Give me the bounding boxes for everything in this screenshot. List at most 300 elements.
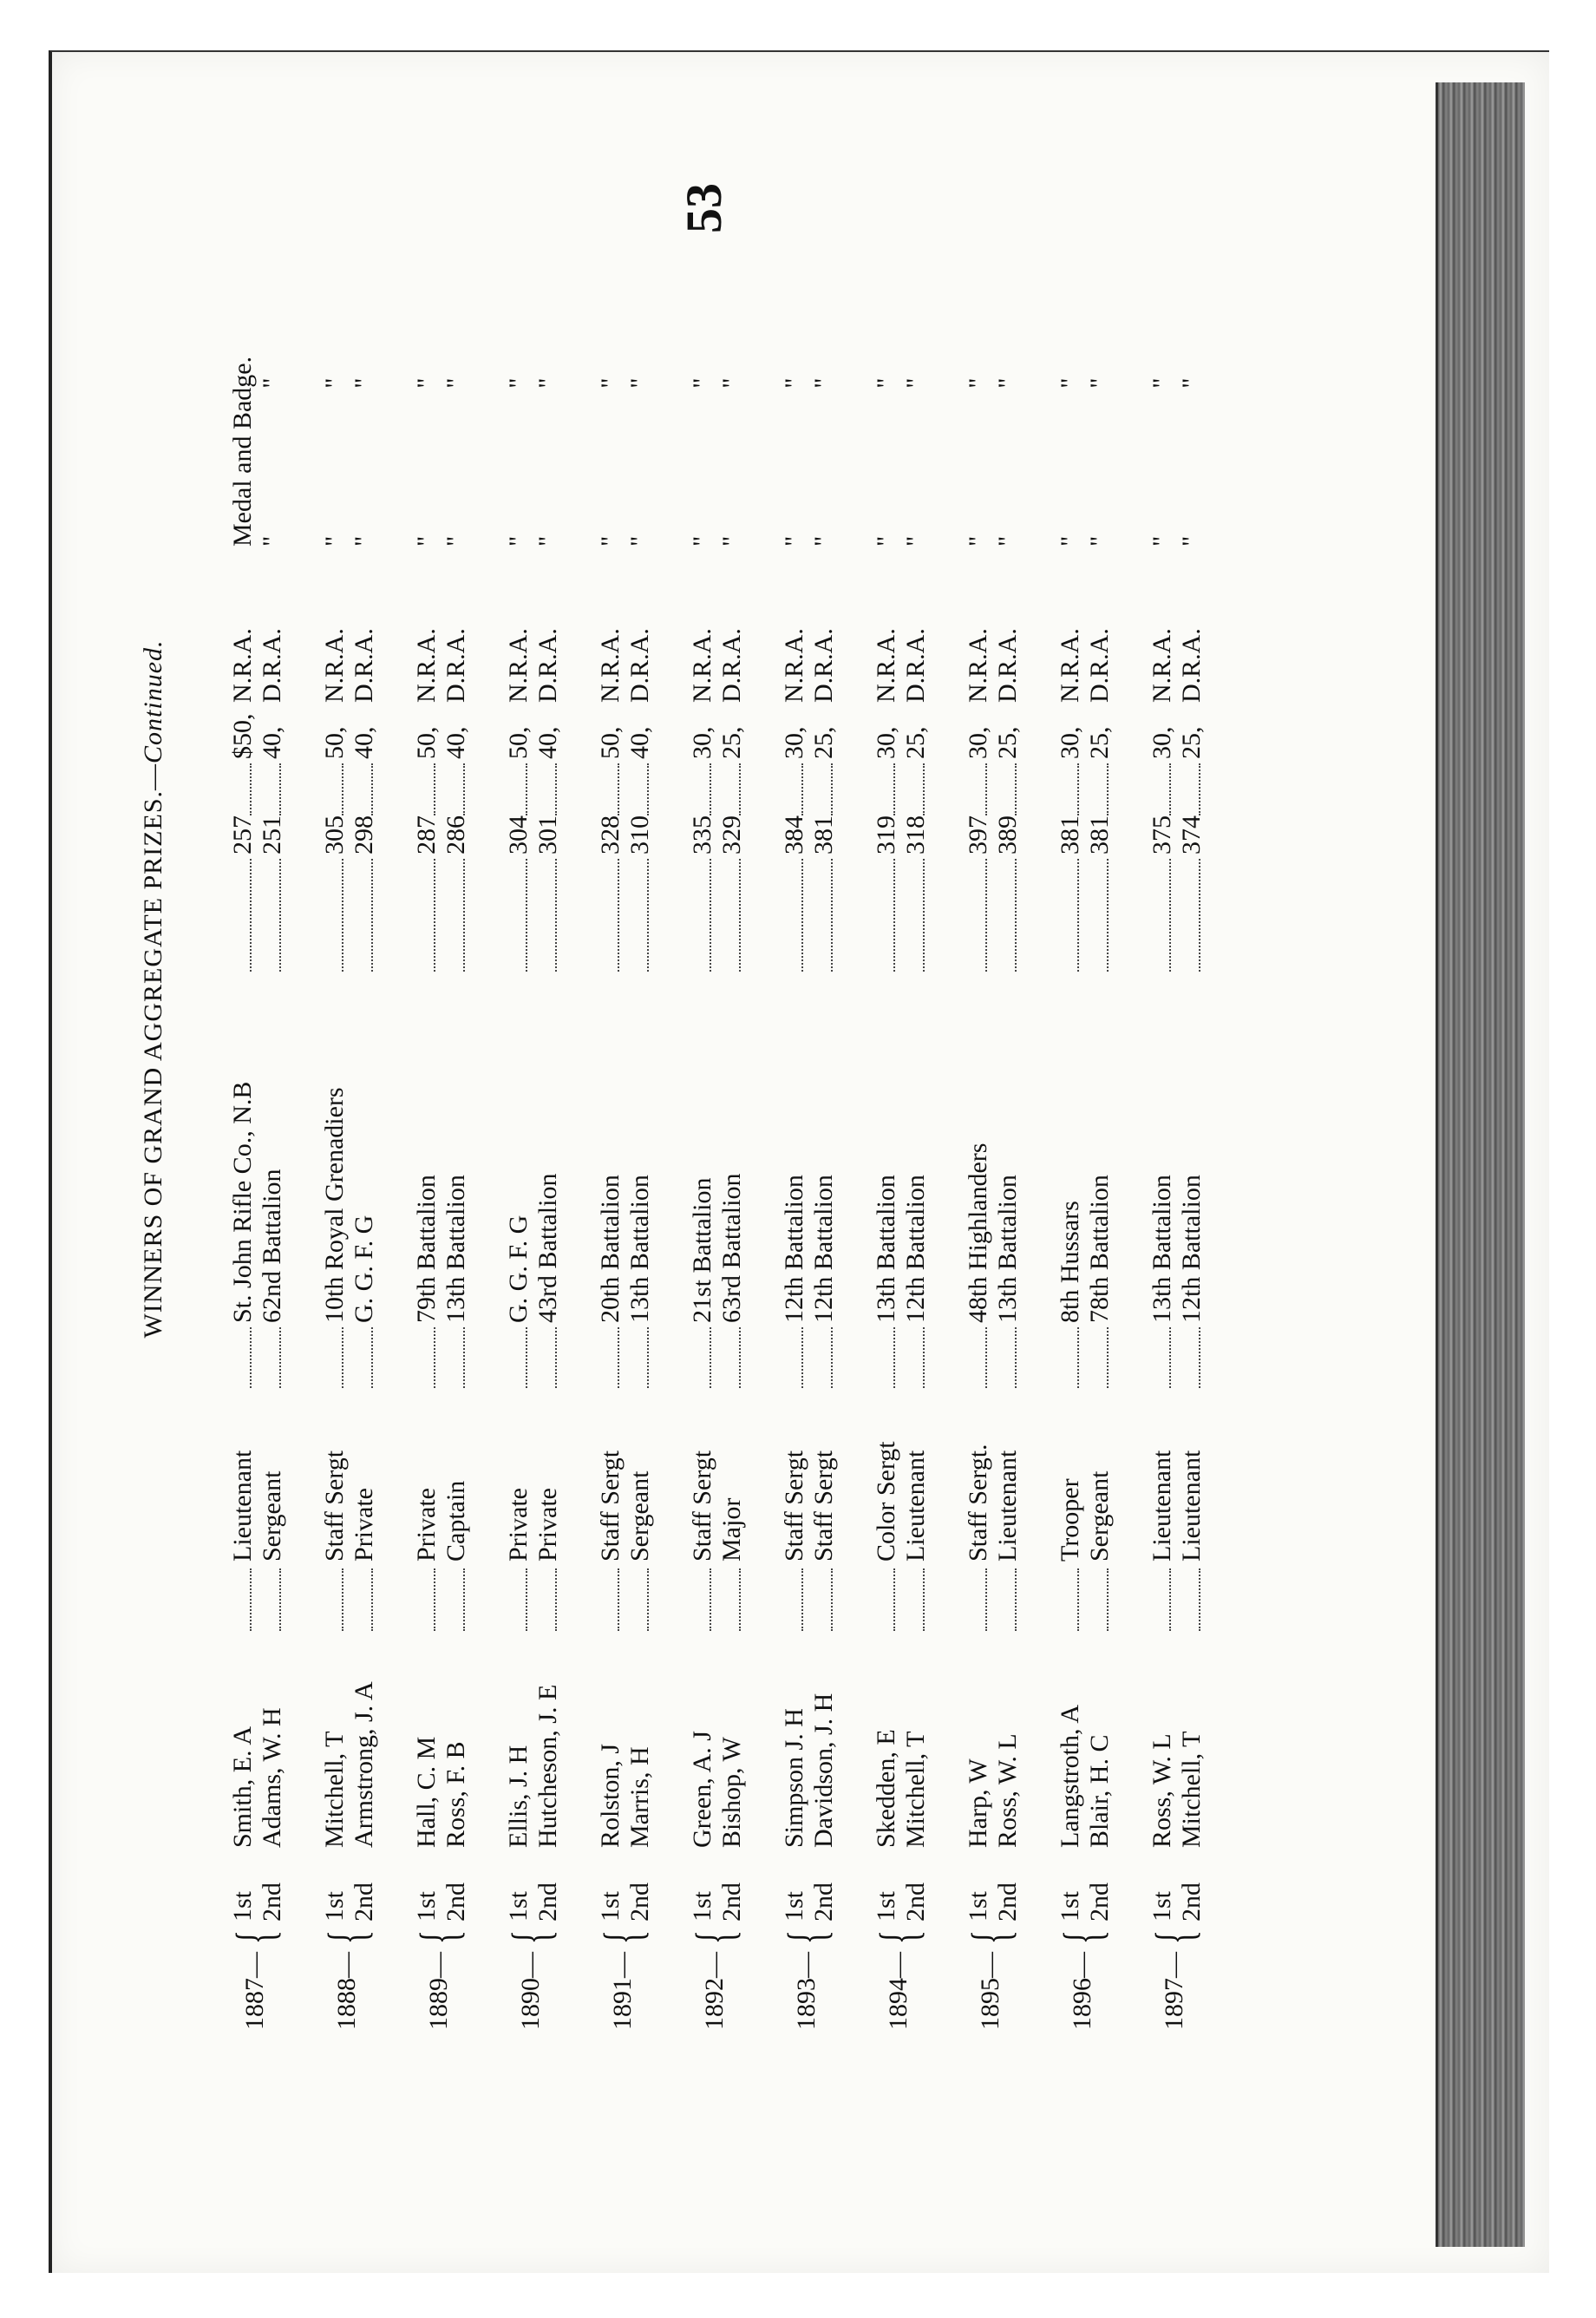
dot-leader xyxy=(893,1568,895,1631)
cell-unit: 43rd Battalion xyxy=(533,1173,562,1323)
dot-leader xyxy=(342,763,343,815)
dot-leader xyxy=(985,1327,987,1388)
dot-leader xyxy=(1199,1568,1200,1631)
cell-name: Ross, F. B xyxy=(442,1741,470,1848)
cell-assoc: D.R.A. xyxy=(258,628,286,703)
ditto-mark: " xyxy=(688,377,716,389)
ditto-marks xyxy=(991,378,1025,547)
dot-leader xyxy=(801,1327,803,1388)
dot-leader xyxy=(923,763,925,815)
dot-leader xyxy=(1107,1568,1109,1631)
cell-score: 329 xyxy=(717,815,746,855)
cell-rank: Trooper xyxy=(1056,1478,1084,1562)
ditto-mark: " xyxy=(717,377,746,389)
table-row xyxy=(715,17,749,2099)
dot-leader xyxy=(555,859,557,972)
ditto-mark: " xyxy=(1056,377,1084,389)
ditto-mark: " xyxy=(780,535,808,547)
cell-amount: 40, xyxy=(258,726,286,759)
cell-rank: Staff Sergt. xyxy=(964,1444,992,1562)
ditto-mark: " xyxy=(350,377,378,389)
table-row xyxy=(991,17,1025,2099)
cell-amount: 50, xyxy=(596,726,625,759)
dot-leader xyxy=(985,763,987,815)
brace-glyph: { xyxy=(502,1929,561,1945)
cell-score: 389 xyxy=(993,815,1022,855)
brace-glyph: { xyxy=(318,1929,377,1945)
cell-name: Mitchell, T xyxy=(1177,1731,1206,1848)
cell-unit: 10th Royal Grenadiers xyxy=(320,1087,349,1323)
ditto-mark: " xyxy=(780,377,808,389)
cell-unit: 78th Battalion xyxy=(1085,1175,1114,1323)
brace-glyph: { xyxy=(870,1929,929,1945)
table-row xyxy=(531,17,566,2099)
cell-rank: Staff Sergt xyxy=(688,1450,716,1562)
dot-leader xyxy=(1015,763,1017,815)
cell-place: 1st xyxy=(1148,1890,1176,1922)
cell-place: 1st xyxy=(872,1890,900,1922)
dot-leader xyxy=(1107,1327,1109,1388)
ditto-marks xyxy=(1083,378,1117,547)
year-group xyxy=(593,17,663,2099)
ditto-mark: " xyxy=(688,535,716,547)
cell-score: 384 xyxy=(780,815,808,855)
cell-score: 304 xyxy=(504,815,533,855)
cell-score: 335 xyxy=(688,815,716,855)
dot-leader xyxy=(1199,859,1200,972)
cell-name: Langstroth, A xyxy=(1056,1705,1084,1848)
dot-leader xyxy=(250,763,252,815)
cell-rank: Color Sergt xyxy=(872,1441,900,1562)
cell-amount: 50, xyxy=(504,726,533,759)
ditto-mark: " xyxy=(964,377,992,389)
cell-place: 1st xyxy=(228,1890,257,1922)
cell-place: 1st xyxy=(596,1890,625,1922)
cell-amount: 25, xyxy=(809,726,838,759)
dot-leader xyxy=(279,763,281,815)
cell-unit: 20th Battalion xyxy=(596,1175,625,1323)
dot-leader xyxy=(279,1327,281,1388)
dot-leader xyxy=(710,859,711,972)
cell-name: Smith, E. A xyxy=(228,1725,257,1848)
cell-rank: Lieutenant xyxy=(1148,1450,1176,1562)
brace-glyph: { xyxy=(410,1929,469,1945)
year-label: 1895— xyxy=(976,1952,1004,2030)
dot-leader xyxy=(831,763,833,815)
cell-score: 318 xyxy=(901,815,930,855)
cell-assoc: N.R.A. xyxy=(596,628,625,703)
dot-leader xyxy=(1077,1327,1079,1388)
ditto-mark: " xyxy=(901,377,930,389)
dot-leader xyxy=(739,1568,741,1631)
brace-glyph: { xyxy=(226,1929,285,1945)
ditto-mark: " xyxy=(320,377,349,389)
cell-rank: Private xyxy=(412,1488,441,1562)
cell-place: 1st xyxy=(964,1890,992,1922)
cell-name: Mitchell, T xyxy=(320,1731,349,1848)
cell-rank: Major xyxy=(717,1497,746,1562)
cell-assoc: N.R.A. xyxy=(1056,628,1084,703)
cell-score: 286 xyxy=(442,815,470,855)
brace-glyph: { xyxy=(686,1929,745,1945)
ditto-mark: " xyxy=(717,535,746,547)
dot-leader xyxy=(647,859,649,972)
cell-unit: 79th Battalion xyxy=(412,1175,441,1323)
cell-rank: Sergeant xyxy=(258,1470,286,1562)
ditto-marks xyxy=(807,378,841,547)
brace-glyph: { xyxy=(962,1929,1021,1945)
dot-leader xyxy=(618,763,619,815)
dot-leader xyxy=(279,859,281,972)
dot-leader xyxy=(618,1568,619,1631)
cell-place: 2nd xyxy=(258,1883,286,1922)
ditto-mark: " xyxy=(412,535,441,547)
ditto-mark: " xyxy=(412,377,441,389)
dot-leader xyxy=(893,1327,895,1388)
brace-glyph: { xyxy=(594,1929,653,1945)
cell-name: Green, A. J xyxy=(688,1731,716,1848)
cell-score: 305 xyxy=(320,815,349,855)
ditto-mark: " xyxy=(1085,377,1114,389)
dot-leader xyxy=(1077,1568,1079,1631)
cell-amount: 50, xyxy=(412,726,441,759)
ditto-mark: " xyxy=(1085,535,1114,547)
ditto-mark: " xyxy=(964,535,992,547)
ditto-mark: " xyxy=(596,535,625,547)
year-group xyxy=(226,17,295,2099)
cell-name: Adams, W. H xyxy=(258,1707,286,1848)
dot-leader xyxy=(923,1568,925,1631)
cell-unit: 12th Battalion xyxy=(1177,1175,1206,1323)
dot-leader xyxy=(831,859,833,972)
year-label: 1888— xyxy=(332,1952,361,2030)
cell-unit: 12th Battalion xyxy=(901,1175,930,1323)
dot-leader xyxy=(463,1327,465,1388)
cell-unit: 62nd Battalion xyxy=(258,1169,286,1323)
cell-score: 328 xyxy=(596,815,625,855)
year-label: 1897— xyxy=(1160,1952,1188,2030)
year-group xyxy=(317,17,387,2099)
table-row xyxy=(899,17,933,2099)
year-group xyxy=(409,17,479,2099)
cell-score: 251 xyxy=(258,815,286,855)
year-label: 1887— xyxy=(240,1952,269,2030)
ditto-mark: " xyxy=(504,535,533,547)
page-title: WINNERS OF GRAND AGGREGATE PRIZES.—Continued. xyxy=(139,639,167,1339)
cell-amount: 25, xyxy=(901,726,930,759)
cell-place: 2nd xyxy=(625,1883,654,1922)
dot-leader xyxy=(647,1568,649,1631)
dot-leader xyxy=(250,859,252,972)
dot-leader xyxy=(1107,763,1109,815)
year-group xyxy=(869,17,939,2099)
dot-leader xyxy=(923,1327,925,1388)
year-label: 1891— xyxy=(608,1952,637,2030)
cell-assoc: N.R.A. xyxy=(1148,628,1176,703)
cell-assoc: D.R.A. xyxy=(533,628,562,703)
dot-leader xyxy=(463,1568,465,1631)
ditto-marks xyxy=(1174,378,1209,547)
cell-place: 1st xyxy=(688,1890,716,1922)
cell-amount: 50, xyxy=(320,726,349,759)
dot-leader xyxy=(831,1568,833,1631)
dot-leader xyxy=(710,763,711,815)
ditto-mark: " xyxy=(596,377,625,389)
dot-leader xyxy=(526,1327,527,1388)
dot-leader xyxy=(555,763,557,815)
ditto-mark: " xyxy=(1148,377,1176,389)
cell-unit: 13th Battalion xyxy=(625,1175,654,1323)
dot-leader xyxy=(831,1327,833,1388)
cell-place: 2nd xyxy=(993,1883,1022,1922)
ditto-mark: " xyxy=(350,535,378,547)
year-group xyxy=(777,17,847,2099)
cell-amount: 30, xyxy=(872,726,900,759)
cell-assoc: D.R.A. xyxy=(993,628,1022,703)
cell-name: Blair, H. C xyxy=(1085,1734,1114,1848)
cell-rank: Staff Sergt xyxy=(320,1450,349,1562)
cell-assoc: N.R.A. xyxy=(228,628,257,703)
cell-place: 2nd xyxy=(1085,1883,1114,1922)
cell-assoc: N.R.A. xyxy=(872,628,900,703)
table-row xyxy=(807,17,841,2099)
year-label: 1892— xyxy=(700,1952,729,2030)
dot-leader xyxy=(647,1327,649,1388)
cell-amount: 40, xyxy=(442,726,470,759)
ditto-mark: " xyxy=(1177,377,1206,389)
cell-assoc: D.R.A. xyxy=(1177,628,1206,703)
ditto-mark: " xyxy=(809,377,838,389)
dot-leader xyxy=(618,1327,619,1388)
cell-score: 298 xyxy=(350,815,378,855)
dot-leader xyxy=(434,1327,435,1388)
table-row xyxy=(1174,17,1209,2099)
cell-assoc: D.R.A. xyxy=(625,628,654,703)
dot-leader xyxy=(1077,859,1079,972)
dot-leader xyxy=(923,859,925,972)
dot-leader xyxy=(801,1568,803,1631)
dot-leader xyxy=(710,1568,711,1631)
cell-amount: 30, xyxy=(780,726,808,759)
brace-glyph: { xyxy=(778,1929,837,1945)
year-label: 1889— xyxy=(424,1952,453,2030)
cell-amount: 25, xyxy=(993,726,1022,759)
ditto-marks xyxy=(439,378,474,547)
cell-assoc: N.R.A. xyxy=(320,628,349,703)
dot-leader xyxy=(1015,1568,1017,1631)
ditto-marks xyxy=(347,378,382,547)
cell-assoc: D.R.A. xyxy=(901,628,930,703)
cell-place: 2nd xyxy=(809,1883,838,1922)
dot-leader xyxy=(250,1327,252,1388)
dot-leader xyxy=(647,763,649,815)
cell-score: 257 xyxy=(228,815,257,855)
year-group xyxy=(961,17,1030,2099)
cell-place: 2nd xyxy=(533,1883,562,1922)
cell-name: Armstrong, J. A xyxy=(350,1681,378,1848)
cell-unit: 13th Battalion xyxy=(993,1175,1022,1323)
cell-unit: 63rd Battalion xyxy=(717,1173,746,1323)
cell-score: 381 xyxy=(1056,815,1084,855)
cell-amount: 30, xyxy=(1056,726,1084,759)
table-row xyxy=(1083,17,1117,2099)
cell-score: 374 xyxy=(1177,815,1206,855)
cell-rank: Staff Sergt xyxy=(596,1450,625,1562)
cell-assoc: N.R.A. xyxy=(688,628,716,703)
dot-leader xyxy=(526,763,527,815)
dot-leader xyxy=(985,1568,987,1631)
dot-leader xyxy=(1199,1327,1200,1388)
year-group xyxy=(1145,17,1214,2099)
cell-score: 319 xyxy=(872,815,900,855)
dot-leader xyxy=(1015,859,1017,972)
ditto-marks xyxy=(255,378,290,547)
dot-leader xyxy=(463,763,465,815)
dot-leader xyxy=(463,859,465,972)
cell-name: Ross, W. L xyxy=(1148,1733,1176,1848)
year-label: 1896— xyxy=(1068,1952,1096,2030)
cell-name: Harp, W xyxy=(964,1758,992,1848)
brace-glyph: { xyxy=(1146,1929,1205,1945)
ditto-mark: " xyxy=(533,377,562,389)
page-number: 53 xyxy=(676,183,732,233)
cell-place: 1st xyxy=(1056,1890,1084,1922)
year-label: 1894— xyxy=(884,1952,912,2030)
dot-leader xyxy=(739,763,741,815)
cell-score: 397 xyxy=(964,815,992,855)
cell-unit: 8th Hussars xyxy=(1056,1201,1084,1323)
cell-assoc: D.R.A. xyxy=(717,628,746,703)
cell-assoc: D.R.A. xyxy=(1085,628,1114,703)
cell-unit: 13th Battalion xyxy=(442,1175,470,1323)
cell-name: Skedden, E xyxy=(872,1729,900,1848)
year-group xyxy=(501,17,571,2099)
cell-name: Simpson J. H xyxy=(780,1708,808,1848)
dot-leader xyxy=(739,1327,741,1388)
cell-rank: Lieutenant xyxy=(228,1450,257,1562)
dot-leader xyxy=(710,1327,711,1388)
cell-amount: 40, xyxy=(350,726,378,759)
cell-assoc: N.R.A. xyxy=(964,628,992,703)
book-page-edges xyxy=(1436,82,1525,2247)
cell-amount: 30, xyxy=(688,726,716,759)
cell-place: 2nd xyxy=(350,1883,378,1922)
cell-unit: G. G. F. G xyxy=(504,1215,533,1323)
cell-rank: Sergeant xyxy=(625,1470,654,1562)
dot-leader xyxy=(618,859,619,972)
cell-assoc: N.R.A. xyxy=(780,628,808,703)
ditto-mark: " xyxy=(442,377,470,389)
cell-name: Hutcheson, J. E xyxy=(533,1684,562,1848)
title-text: WINNERS OF GRAND AGGREGATE PRIZES. xyxy=(139,789,167,1339)
cell-score: 287 xyxy=(412,815,441,855)
cell-place: 1st xyxy=(320,1890,349,1922)
dot-leader xyxy=(893,763,895,815)
dot-leader xyxy=(555,1568,557,1631)
ditto-mark: " xyxy=(809,535,838,547)
cell-assoc: D.R.A. xyxy=(350,628,378,703)
cell-score: 381 xyxy=(809,815,838,855)
dot-leader xyxy=(342,1327,343,1388)
cell-amount: 25, xyxy=(1177,726,1206,759)
ditto-marks xyxy=(715,378,749,547)
ditto-mark: " xyxy=(625,377,654,389)
cell-amount: 30, xyxy=(964,726,992,759)
cell-unit: 13th Battalion xyxy=(1148,1175,1176,1323)
cell-amount: 40, xyxy=(625,726,654,759)
dot-leader xyxy=(893,859,895,972)
ditto-mark: " xyxy=(320,535,349,547)
cell-score: 375 xyxy=(1148,815,1176,855)
cell-name: Mitchell, T xyxy=(901,1731,930,1848)
brace-glyph: { xyxy=(1054,1929,1113,1945)
cell-rank: Lieutenant xyxy=(993,1450,1022,1562)
cell-rank: Private xyxy=(533,1488,562,1562)
dot-leader xyxy=(250,1568,252,1631)
table-row xyxy=(347,17,382,2099)
ditto-mark: " xyxy=(993,535,1022,547)
cell-unit: 21st Battalion xyxy=(688,1177,716,1323)
cell-unit: 48th Highlanders xyxy=(964,1143,992,1323)
cell-place: 2nd xyxy=(901,1883,930,1922)
cell-score: 301 xyxy=(533,815,562,855)
ditto-mark: " xyxy=(872,377,900,389)
cell-unit: 12th Battalion xyxy=(780,1175,808,1323)
table-row xyxy=(255,17,290,2099)
cell-unit: 12th Battalion xyxy=(809,1175,838,1323)
cell-assoc: N.R.A. xyxy=(412,628,441,703)
cell-place: 1st xyxy=(780,1890,808,1922)
cell-rank: Sergeant xyxy=(1085,1470,1114,1562)
cell-rank: Staff Sergt xyxy=(809,1450,838,1562)
ditto-mark: " xyxy=(258,535,286,547)
dot-leader xyxy=(342,859,343,972)
cell-amount: 30, xyxy=(1148,726,1176,759)
dot-leader xyxy=(434,763,435,815)
cell-rank: Lieutenant xyxy=(901,1450,930,1562)
ditto-mark: " xyxy=(504,377,533,389)
dot-leader xyxy=(1169,1327,1171,1388)
table-row xyxy=(623,17,657,2099)
ditto-mark: " xyxy=(1177,535,1206,547)
dot-leader xyxy=(371,859,373,972)
cell-amount: 40, xyxy=(533,726,562,759)
ditto-mark: " xyxy=(993,377,1022,389)
dot-leader xyxy=(801,859,803,972)
cell-name: Davidson, J. H xyxy=(809,1693,838,1848)
cell-place: 2nd xyxy=(717,1883,746,1922)
cell-name: Bishop, W xyxy=(717,1737,746,1848)
cell-amount: 25, xyxy=(1085,726,1114,759)
ditto-mark: " xyxy=(442,535,470,547)
cell-rank: Captain xyxy=(442,1480,470,1562)
dot-leader xyxy=(279,1568,281,1631)
dot-leader xyxy=(526,859,527,972)
cell-unit: G. G. F. G xyxy=(350,1215,378,1323)
year-label: 1890— xyxy=(516,1952,545,2030)
dot-leader xyxy=(739,859,741,972)
ditto-mark: " xyxy=(533,535,562,547)
cell-rank: Lieutenant xyxy=(1177,1450,1206,1562)
cell-amount: 25, xyxy=(717,726,746,759)
ditto-mark: " xyxy=(258,377,286,389)
ditto-marks xyxy=(531,378,566,547)
cell-name: Hall, C. M xyxy=(412,1736,441,1848)
dot-leader xyxy=(371,1327,373,1388)
ditto-mark: " xyxy=(1056,535,1084,547)
cell-name: Ellis, J. H xyxy=(504,1745,533,1848)
dot-leader xyxy=(1107,859,1109,972)
